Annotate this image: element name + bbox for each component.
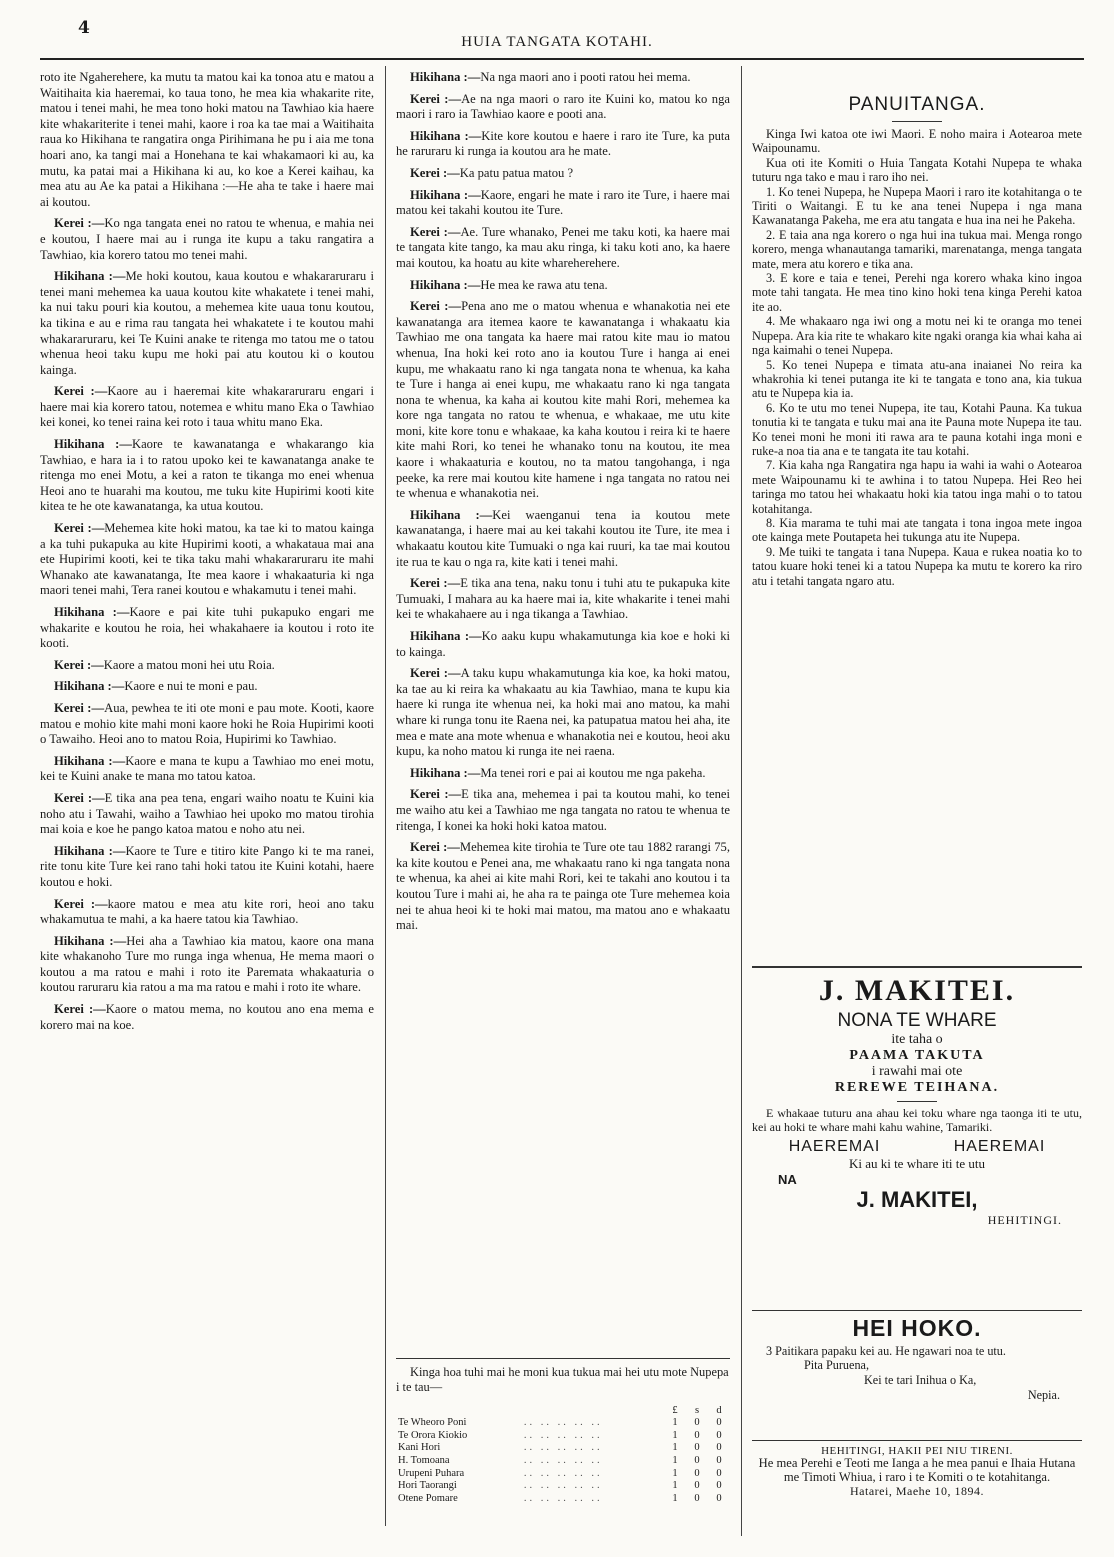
leader-dots: .. .. .. .. .. [523, 1454, 603, 1466]
paragraph-text: Kaore o matou mema, no koutou ano ena mema e korero mai na koe. [40, 1002, 374, 1032]
subscription-intro: Kinga hoa tuhi mai he moni kua tukua mai hei utu mote Nupepa i te tau— [396, 1365, 729, 1394]
paragraph-text: roto ite Ngaherehere, ka mutu ta matou kai ka tonoa atu e matou a Waitihaita kia haeremai, ko taua tono, he mea kia whakarite rite, matou i tenei mahi, he mea tono hoki matou na Tawhiao kia haere kite whakariterite i tenei mahi, kaore i roa ka tae mai a Waitihaita raua ko Hikihana te rangatira onga Pirihimana he pu i aia me tona hoari ano, ka tangi mai a Honehana te kai whakamaori ki au, ka mutu, ka patai mai a Hikihana ki au, ko koe a Kerei kaihau, ka mea atu au Ae ka patai a Hikihana :—He aha te take i haere mai ai koutou. [40, 70, 374, 209]
subscriber-name: Otene Pomare [398, 1492, 458, 1504]
speaker-name: Hikihana :— [410, 629, 482, 643]
notice-paragraph: 2. E taia ana nga korero o nga hui ina tukua mai. Menga rongo korero, menga whanautanga tamariki, marenatanga, menga tangata mate, mera atu korero e tika ana. [752, 227, 1082, 271]
amount-pence: 0 [716, 1442, 722, 1454]
paragraph [396, 92, 730, 123]
paragraph [40, 934, 374, 996]
amount-pence: 0 [716, 1417, 722, 1429]
notice-paragraph: Kua oti ite Komiti o Huia Tangata Kotahi Nupepa te whaka tuturu nga tako e mau i raro iho nei. [752, 155, 1082, 185]
paragraph [396, 188, 730, 219]
notice-paragraph: 1. Ko tenei Nupepa, he Nupepa Maori i raro ite kotahitanga o te Tiriti o Waitangi. E tu ke ana tenei Nupepa i nga mana Kawanatanga Pakeha, me era atu tangata e hua ina nei he Pakeha. [752, 184, 1082, 228]
paragraph-text: Ko nga tangata enei no ratou te whenua, e mahia nei e koutou, I haere mai au i runga ite kupu a taku rangatira a Tawhiao, kia korero tatou mo tenei mahi. [40, 216, 374, 262]
paragraph-text: Mehemea kite tirohia te Ture ote tau 1882 rarangi 75, ka kite koutou e Penei ana, me whakaatu rano ki nga tangata nona te whenua, ka ahei ai kite mahi Rori, kei te takahi ano koutou i ta koutou Ture i mahi ai, he aha ra te painga ote Ture mehemea koia nei te ahua heoi ki te hoki mai matou, ma matou ano e whakaatu mai. [396, 840, 730, 933]
amount-pounds: 1 [672, 1480, 678, 1492]
subscriber-name: Hori Taorangi [398, 1480, 457, 1492]
speaker-name: Kerei :— [410, 91, 462, 106]
speaker-name: Hikihana :— [54, 437, 132, 452]
speaker-name: Kerei :— [54, 896, 108, 911]
amount-pence: 0 [716, 1429, 722, 1441]
paragraph [40, 679, 374, 695]
amount-pence: 0 [716, 1492, 722, 1504]
paragraph-text: kaore matou e mea atu kite rori, heoi ano taku whakamutua te mahi, a ka haere tatou kia Tawhiao. [40, 896, 374, 927]
paragraph [40, 1002, 374, 1033]
paragraph [40, 701, 374, 748]
amount-shillings: 0 [694, 1467, 700, 1479]
speaker-name: Hikihana :— [54, 753, 126, 768]
leader-dots: .. .. .. .. .. [523, 1429, 603, 1441]
paragraph-text: Kei waenganui tena ia koutou mete kawanatanga, i haere mai au kei takahi koutou ite Ture, ite mea i whakaatu koutou kite Tumuaki o nga kai ruuri, ka tae mai koutou ite rua te kau o nga ra, kite kati i tenei mahi. [396, 507, 730, 569]
divider [892, 121, 942, 122]
leader-dots: .. .. .. .. .. [523, 1492, 603, 1504]
paragraph [396, 129, 730, 160]
hei-hoko-address: Kei te tari Inihua o Ka, [864, 1373, 977, 1387]
paragraph [396, 629, 730, 660]
leader-dots: .. .. .. .. .. [523, 1480, 603, 1492]
table-row [396, 1480, 730, 1493]
speaker-name: Hikihana :— [410, 187, 481, 202]
advert-line: i rawahi mai ote [871, 1064, 963, 1079]
speaker-name: Kerei :— [410, 787, 462, 802]
paragraph-text: Kaore e mana te kupu a Tawhiao mo enei motu, kei te Kuini anake te mana mo tatou katoa. [40, 753, 374, 784]
paragraph [396, 840, 730, 934]
speaker-name: Hikihana :— [410, 70, 481, 84]
subscriber-name: Urupeni Puhara [398, 1467, 465, 1479]
paragraph [40, 70, 374, 210]
panuitanga-notice [752, 94, 1082, 588]
amount-pounds: 1 [672, 1467, 678, 1479]
speaker-name: Kerei :— [54, 700, 105, 715]
notice-paragraph: 3. E kore e taia e tenei, Perehi nga korero whaka kino ingoa mote tahi tangata. He mea tino kino hoki tena kinga Perehi katoa ite ao. [752, 271, 1082, 314]
col-header: s [694, 1404, 700, 1416]
speaker-name: Kerei :— [54, 384, 108, 399]
column-2 [396, 70, 730, 1340]
amount-pounds: 1 [672, 1429, 678, 1441]
column-divider [741, 66, 742, 1536]
amount-shillings: 0 [694, 1442, 700, 1454]
amount-pence: 0 [716, 1467, 722, 1479]
advert-line: ite taha o [891, 1032, 943, 1047]
amount-pounds: 1 [672, 1417, 678, 1429]
table-row [396, 1493, 730, 1506]
paragraph [40, 754, 374, 785]
speaker-name: Hikihana :— [410, 507, 493, 522]
paragraph [396, 225, 730, 272]
amount-pounds: 1 [672, 1492, 678, 1504]
speaker-name: Kerei :— [410, 666, 461, 681]
paragraph [40, 216, 374, 263]
paragraph [40, 521, 374, 599]
paragraph-text: Kaore a matou moni hei utu Roia. [103, 657, 275, 672]
paragraph-text: Aua, pewhea te iti ote moni e pau mote. Kooti, kaore matou e mohio kite mahi moni kaore hoki he Roia Hupirimi kooti o Tawaiho. Heoi ano to matou Roia, Hupirimi ko Tawhiao. [40, 700, 374, 747]
speaker-name: Kerei :— [410, 576, 461, 591]
paragraph-text: Kaore e nui te moni e pau. [124, 679, 258, 694]
paragraph-text: Kaore te Ture e titiro kite Pango ki te ma ranei, rite tonu kite Ture kei rano tahi hoki tatou ite Kuini kotahi, haere koutou e hoki. [40, 843, 374, 889]
notice-paragraph: 9. Me tuiki te tangata i tana Nupepa. Kaua e rukea noatia ko to tatou kuare hoki tenei ki a tatou Nupepa ka mutu te korero ka riro atu i tetahi tangata ngaro atu. [752, 544, 1082, 588]
advert-place: HEHITINGI. [987, 1213, 1062, 1228]
amount-pence: 0 [716, 1480, 722, 1492]
paragraph-text: E tika ana tena, naku tonu i tuhi atu te pukapuka kite Tumuaki, I mahara au ka haere mai ia, kite whakarite i tenei mahi kei te whakahaere au i nga tikanga a Tawhiao. [396, 576, 730, 622]
speaker-name: Kerei :— [54, 790, 105, 805]
subscription-list [396, 1358, 730, 1505]
leader-dots: .. .. .. .. .. [523, 1442, 603, 1454]
panuitanga-heading: PANUITANGA. [848, 94, 986, 115]
hei-hoko-body: 3 Paitikara papaku kei au. He ngawari noa te utu. [766, 1344, 1006, 1358]
paragraph [396, 666, 730, 760]
notice-paragraph: 8. Kia marama te tuhi mai ate tangata i tona ingoa mete ingoa ote kainga mete Poutapeta hei tukunga atu ite Nupepa. [752, 515, 1082, 545]
subscriber-name: Kani Hori [398, 1442, 441, 1454]
notice-paragraph: 5. Ko tenei Nupepa e timata atu-ana inaianei No reira ka whakrohia ki tenei putanga ite ki te tangata e tono ana, kia tukua atu te Nupepa kia ia. [752, 357, 1082, 401]
paragraph [396, 278, 730, 294]
paragraph-text: Me hoki koutou, kaua koutou e whakararuraru i tenei mani mehemea ka uaua koutou kite whakatete i tenei mahi, ka nui taku pouri kia koutou, a mehemea kite uaua tonu koutou, ka tikina e au e rima rau tangata hei whakatete i te koutou mahi whakararuraru, kei Te Kuini anake te ritenga mo tatou me o tatou whenua heoi taku kupu me hoki pai atu koutou ki o koutou kainga. [40, 269, 374, 377]
amount-pence: 0 [716, 1454, 722, 1466]
masthead-rule [40, 58, 1084, 60]
paragraph [396, 166, 730, 182]
paragraph-text: Ma tenei rori e pai ai koutou me nga pakeha. [480, 765, 706, 780]
amount-shillings: 0 [694, 1429, 700, 1441]
hei-hoko-town: Nepia. [1027, 1388, 1060, 1402]
speaker-name: Kerei :— [410, 224, 461, 239]
speaker-name: Hikihana :— [54, 269, 126, 284]
speaker-name: Hikihana :— [410, 765, 481, 780]
advert-invite: Ki au ki te whare iti te utu [848, 1156, 986, 1172]
leader-dots: .. .. .. .. .. [523, 1467, 603, 1479]
speaker-name: Hikihana :— [54, 679, 125, 694]
paragraph-text: Ae na nga maori o raro ite Kuini ko, matou ko nga maori i raro ia Tawhiao kaore e pooti ana. [396, 91, 730, 122]
column-1 [40, 70, 374, 1530]
speaker-name: Kerei :— [54, 657, 104, 672]
speaker-name: Kerei :— [54, 1002, 106, 1017]
hei-hoko-name: Pita Puruena, [804, 1358, 869, 1372]
paragraph-text: Kaore e pai kite tuhi pukapuko engari me whakarite e koutou he roia, hei whakahaere ia koutou i roto ite kooti. [40, 605, 374, 651]
paragraph-text: Kaore te kawanatanga e whakarango kia Tawhiao, e hara ia i to ratou upoko kei te kawanatanga anake te ritenga mo enei Motu, a kei a raton te tikanga mo enei whenua Heoi ano te huarahi ma koutou, me tuku kite Hupirimi kooti kite kitea te he ote kawanatanga, ka utua koutou. [40, 437, 374, 514]
welcome-text: HAEREMAI [953, 1138, 1046, 1156]
speaker-name: Hikihana :— [54, 843, 126, 858]
paragraph-text: Mehemea kite hoki matou, ka tae ki to matou kainga a ka tuhi pukapuka au kite Hupirimi kooti, a whakataua mai ana ete Hupirimi kooti, kei te tika taku mahi whakararuraru ite mahi Whanako ate kawanatanga, Ite mea kaore i whakaaturia ki nga maori tenei mahi, Tera ranei koutou e whakamutu i tenei mahi. [40, 521, 374, 598]
speaker-name: Kerei :— [410, 299, 462, 314]
notice-paragraph: Kinga Iwi katoa ote iwi Maori. E noho maira i Aotearoa mete Waipounamu. [752, 127, 1082, 156]
table-row [396, 1442, 730, 1455]
speaker-name: Kerei :— [54, 521, 105, 536]
notice-paragraph: 4. Me whakaaro nga iwi ong a motu nei ki te oranga mo tenei Nupepa. Ara kia rite te whakaro kite ngaki oranga kia whai kaha ai nga kaimahi o tenei Nupepa. [752, 314, 1082, 358]
imprint [752, 1436, 1082, 1499]
subscriber-name: H. Tomoana [398, 1454, 450, 1466]
makitei-advert [752, 962, 1082, 1228]
speaker-name: Hikihana :— [410, 128, 482, 143]
notice-paragraph: 6. Ko te utu mo tenei Nupepa, ite tau, Kotahi Pauna. Ka tukua tonutia ki te tangata e tuku mai ana ite Pauna mote Nupepa ite tau. Ko tenei moni he moni iti rawa ara te pauna kotahi inga moni e ruke-a noa tia ana e te tangata ite tau kotahi. [752, 400, 1082, 458]
speaker-name: Kerei :— [54, 216, 105, 231]
imprint-line: HEHITINGI, HAKII PEI NIU TIRENI. [821, 1445, 1013, 1457]
paragraph [40, 844, 374, 891]
paragraph-text: Hei aha a Tawhiao kia matou, kaore ona mana kite whakanoho Ture mo runga inga whenua, He mema maori o koutou a ma ratou e mahi i roto ite Paremata whakaaturia o koutou raruraru kia ratou a ma ma ratou e mahi i roto ite whare. [40, 933, 374, 995]
table-row [396, 1455, 730, 1468]
paragraph [396, 508, 730, 570]
paragraph [396, 787, 730, 834]
paragraph [40, 269, 374, 378]
hei-hoko-heading: HEI HOKO. [852, 1315, 982, 1341]
amount-shillings: 0 [694, 1417, 700, 1429]
imprint-body: He mea Perehi e Teoti me Ianga a he mea panui e Ihaia Hutana me Timoti Whiua, i raro i te Komiti o te kotahitanga. [758, 1456, 1076, 1484]
table-row [396, 1417, 730, 1430]
paragraph-text: Kaore, engari he mate i raro ite Ture, i haere mai matou kei takahi koutou ite Ture. [396, 187, 730, 218]
amount-pounds: 1 [672, 1442, 678, 1454]
subscription-table [396, 1405, 730, 1506]
subscriber-name: Te Orora Kiokio [398, 1429, 468, 1441]
advert-line: REREWE TEIHANA. [834, 1080, 1000, 1095]
paragraph [40, 658, 374, 674]
paragraph-text: E tika ana, mehemea i pai ta koutou mahi, ko tenei me waiho atu kei a Tawhiao me nga tangata no ratou te whenua te ritenga, I konei ka hoki hoki katoa matou. [396, 787, 730, 833]
paragraph-text: Kite kore koutou e haere i raro ite Ture, ka puta he raruraru ki runga ia koutou ara he mate. [396, 128, 730, 159]
advert-signature: J. MAKITEI, [856, 1187, 978, 1213]
table-row [396, 1430, 730, 1443]
paragraph [396, 70, 730, 86]
welcome-text: HAEREMAI [788, 1138, 881, 1156]
paragraph [396, 766, 730, 782]
page-number: 4 [78, 18, 90, 38]
masthead-title: HUIA TANGATA KOTAHI. [461, 34, 653, 50]
paragraph-text: Ae. Ture whanako, Penei me taku koti, ka haere mai te tangata kite tango, ka mau aku ringa, ki taku koti ano, ka haere mai koutou, ka hoatu au kite whareherehere. [396, 224, 730, 270]
speaker-name: Hikihana :— [410, 277, 481, 292]
paragraph-text: Ko aaku kupu whakamutunga kia koe e hoki ki to kainga. [396, 629, 730, 659]
paragraph [40, 384, 374, 431]
speaker-name: Kerei :— [410, 840, 460, 855]
amount-pounds: 1 [672, 1454, 678, 1466]
notice-paragraph: 7. Kia kaha nga Rangatira nga hapu ia wahi ia wahi o Aotearoa mete Waipounamu ki te awhina i to tatou Nupepa. Hei Reo hei taringa mo tatou hei whakaatu hoki kia tatou inga mahi o to tatou kotahitanga. [752, 458, 1082, 516]
paragraph [40, 791, 374, 838]
table-row [396, 1468, 730, 1481]
paragraph-text: A taku kupu whakamutunga kia koe, ka hoki matou, ka tae au ki reira ka whakaatu au kia Tawhiao, mana te kupu kia haere ki runga ite whenua nei, ka hoki mai ano matou, ka mahi whare ki runga tonu ite Raena nei, ka patupatua matou hei aha, ite mea e mate ana mote whenua e whanakotia nei e koutou, heoi aku kupu, ka noho matou ki runga ite nei raena. [396, 666, 730, 759]
col-header: d [716, 1404, 722, 1416]
amount-shillings: 0 [694, 1454, 700, 1466]
hei-hoko-advert [752, 1306, 1082, 1403]
divider [396, 1358, 730, 1359]
paragraph [40, 897, 374, 928]
paragraph [396, 576, 730, 623]
col-header: £ [672, 1404, 678, 1416]
paragraph-text: Na nga maori ano i pooti ratou hei mema. [480, 70, 691, 84]
advert-na: NA [778, 1172, 797, 1188]
speaker-name: Kerei :— [410, 165, 460, 180]
paragraph [40, 437, 374, 515]
paragraph [40, 605, 374, 652]
paragraph [396, 299, 730, 502]
imprint-date: Hatarei, Maehe 10, 1894. [850, 1484, 984, 1499]
paragraph-text: Kaore au i haeremai kite whakararuraru engari i haere mai kia korero tatou, notemea e whitu mano Eka o Tawhiao kei konei, ko tenei raina kei roto i taua whitu mano Eka. [40, 384, 374, 430]
advert-line: PAAMA TAKUTA [849, 1048, 985, 1063]
advert-body: E whakaae tuturu ana ahau kei toku whare nga taonga iti te utu, kei au hoki te whare mahi kahu wahine, Tamariki. [752, 1106, 1082, 1134]
amount-shillings: 0 [694, 1480, 700, 1492]
amount-shillings: 0 [694, 1492, 700, 1504]
paragraph-text: He mea ke rawa atu tena. [480, 277, 608, 292]
paragraph-text: E tika ana pea tena, engari waiho noatu te Kuini kia noho atu i Tawahi, waiho a Tawhiao hei upoko mo matou tirohia mai koia e koe he pango katoa matou e noho atu nei. [40, 790, 374, 837]
subscriber-name: Te Wheoro Poni [398, 1417, 467, 1429]
column-divider [385, 66, 386, 1526]
advert-line: NONA TE WHARE [837, 1010, 997, 1031]
speaker-name: Hikihana :— [54, 605, 130, 619]
paragraph-text: Pena ano me o matou whenua e whanakotia nei ete kawanatanga ara itemea kaore te kawanatanga i whakaatu kia Tawhiao me ona tangata ka haere mai ratou kite mau io matou whenua, Ina hoki kei roto ano ia koutou Ture i hanga ai enei kupu, me whakaatu rano ki nga tangata nona te whenua, ka kaha te Ture i hanga ai enei kupu, me whakaatu rano ki nga tangata nona te whenua, ka kaha ai koutou kite mahi Rori, mehemea ka kore nga tangata no ratou te whenua, e whakaae, me utu kite moni, kite kore tonu e whakaae, ka kaha koutou i reira ki te haere kite mahi Rori, ko tenei he whanako tonu na koutou, ite mea kaore i whakaaturia e koutou, no ta matou tangohanga, i nga peeke, ka rere mai koutou kite hamene i nga tangata no ratou nei te whenua e whanakotia nei. [396, 299, 730, 501]
speaker-name: Hikihana :— [54, 933, 127, 948]
leader-dots: .. .. .. .. .. [523, 1417, 603, 1429]
paragraph-text: Ka patu patua matou ? [459, 165, 574, 180]
advert-name: J. MAKITEI. [818, 974, 1016, 1007]
